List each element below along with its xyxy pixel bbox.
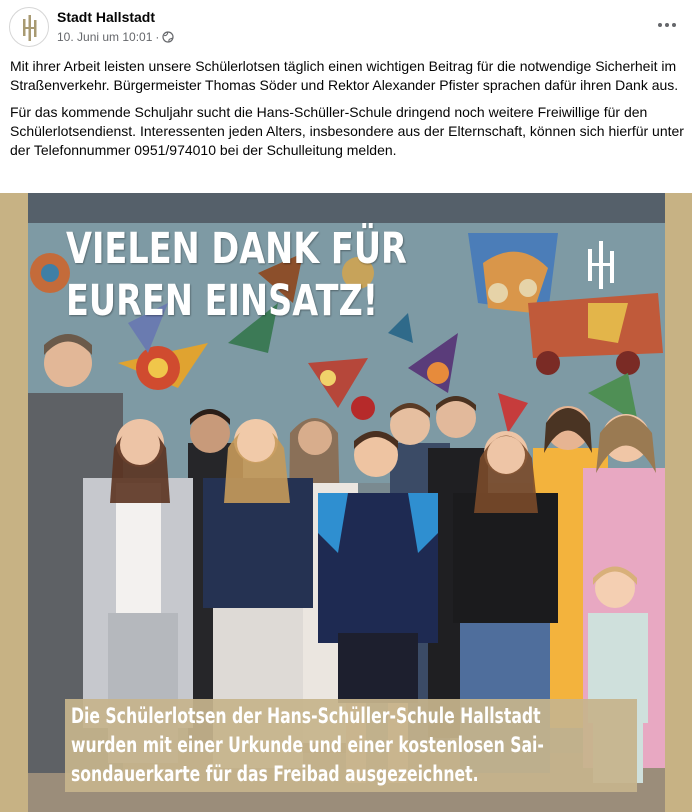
post-header [0,0,692,52]
post-message [10,57,686,168]
caption-line: Die Schülerlotsen der Hans-Schüller-Schule Hallstadt [71,704,541,728]
image-headline [66,223,407,327]
page-avatar[interactable] [9,7,49,47]
headline-line-1: VIELEN DANK FÜR [66,224,407,274]
image-caption [65,699,637,792]
globe-icon[interactable] [162,31,174,43]
post-paragraph: Für das kommende Schuljahr sucht die Hans-Schüller-Schule dringend noch weitere Freiwillige für den Schülerlotsendienst. Interessenten jeden Alters, insbesondere aus der Elternschaft, können sich hierfür unter der Telefonnummer 0951/974010 bei der Schulleitung melden. [10,104,684,158]
more-horizontal-icon [657,22,677,28]
headline-line-2: EUREN EINSATZ! [66,276,379,326]
caption-line: sondauerkarte für das Freibad ausgezeichnet. [71,762,479,786]
hallstadt-logo-icon [10,8,49,47]
caption-line: wurden mit einer Urkunde und einer kostenlosen Sai- [71,733,544,757]
more-options-button[interactable] [652,12,682,38]
meta-separator: · [155,30,160,44]
post-timestamp[interactable]: 10. Juni um 10:01 [57,30,153,44]
post-meta [57,30,174,44]
post-photo[interactable] [28,193,665,812]
page-name[interactable]: Stadt Hallstadt [57,9,156,25]
post-paragraph: Mit ihrer Arbeit leisten unsere Schülerlotsen täglich einen wichtigen Beitrag für die notwendige Sicherheit im Straßenverkehr. Bürgermeister Thomas Söder und Rektor Alexander Pfister sprachen dafür ihren Dank aus. [10,58,679,93]
post-image-frame[interactable] [0,193,692,812]
